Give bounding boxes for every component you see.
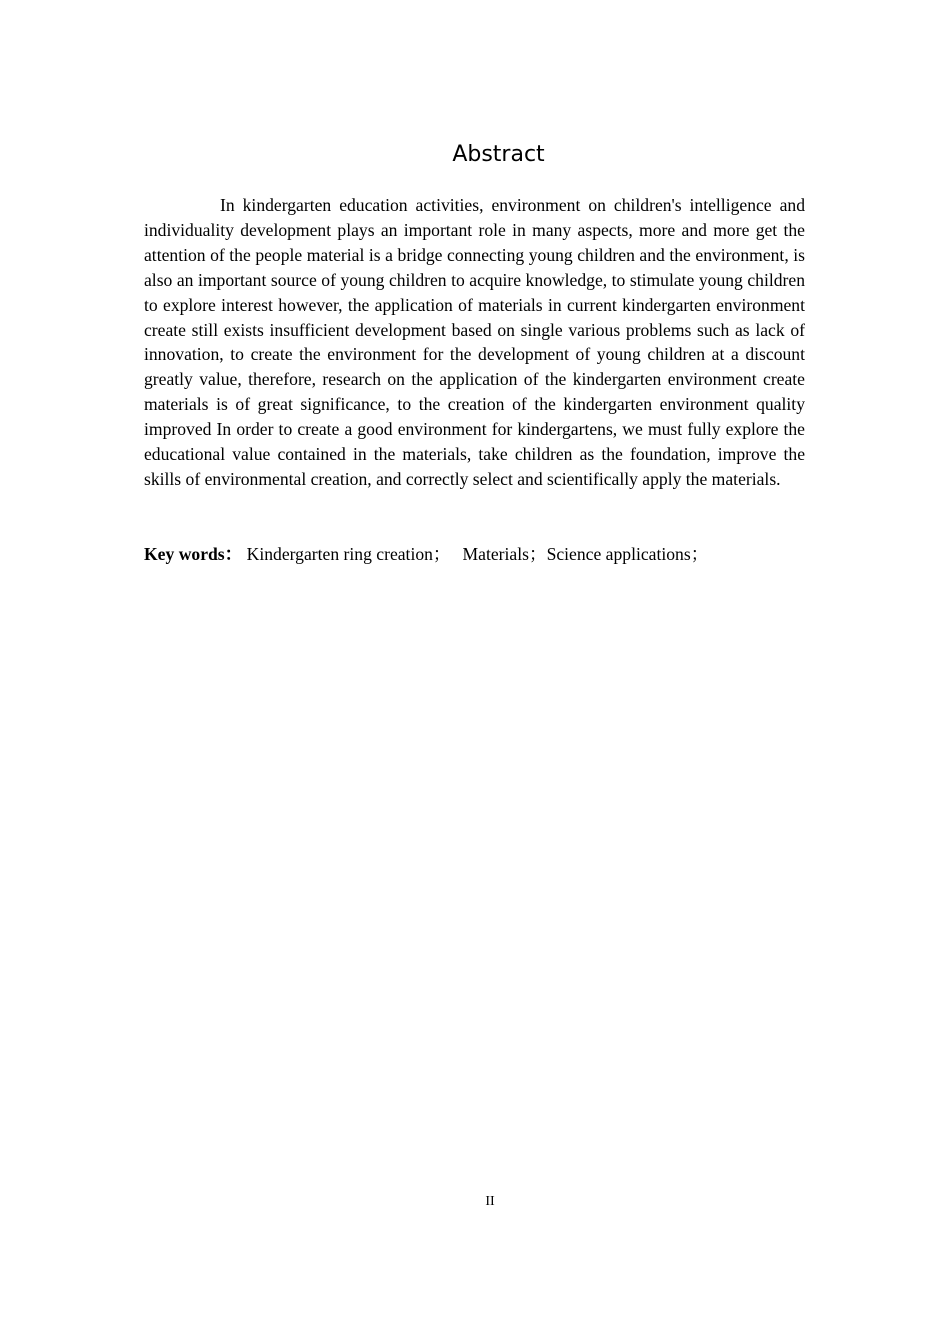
abstract-body: In kindergarten education activities, environment on children's intelligence and individuality development plays an important role in many aspects, more and more get the attention of the people material is a bridge connecting young children and the environment, is also an important source of young children to acquire knowledge, to stimulate young children to explore interest however, the application of materials in current kindergarten environment create still exists insufficient development based on single various problems such as lack of innovation, to create the environment for the development of young children at a discount greatly value, therefore, research on the application of the kindergarten environment create materials is of great significance, to the creation of the kindergarten environment quality improved In order to create a good environment for kindergartens, we must fully explore the educational value contained in the materials, take children as the foundation, improve the skills of environmental creation, and correctly select and scientifically apply the materials. — [144, 195, 805, 489]
keyword-item: Materials； — [462, 544, 547, 564]
keyword-item: Science applications； — [546, 544, 709, 564]
keywords-line — [144, 542, 844, 567]
keyword-item: Kindergarten ring creation； — [246, 544, 451, 564]
keywords-label: Key words： — [144, 544, 243, 564]
abstract-title: Abstract — [452, 142, 545, 167]
page-number: II — [485, 1194, 495, 1209]
